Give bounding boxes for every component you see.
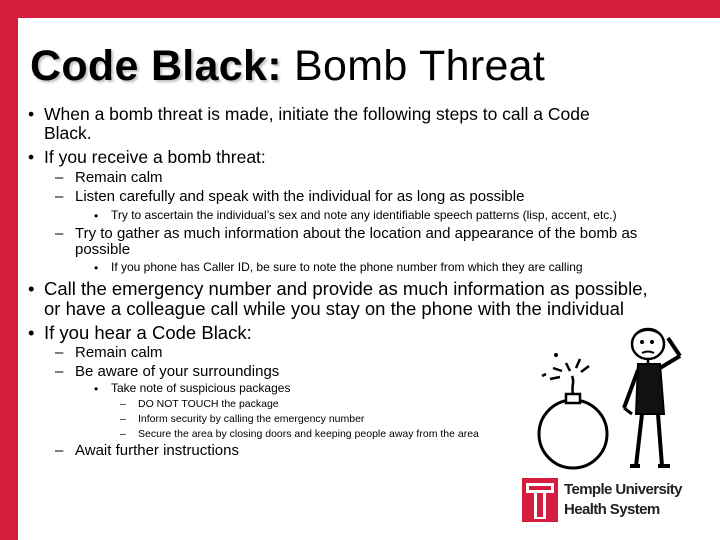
bomb-illustration <box>528 352 618 472</box>
title-bold: Code Black: <box>30 42 282 90</box>
bullet-mark: • <box>28 278 35 299</box>
bullet-4-sub-2-detail: Take note of suspicious packages <box>111 381 291 395</box>
dash-mark: – <box>120 398 126 410</box>
bullet-2-sub-3-cont: possible <box>75 241 131 258</box>
temple-logo <box>522 478 682 524</box>
bullet-2-sub-1: Remain calm <box>75 169 163 186</box>
bullet-3-cont: or have a colleague call while you stay on the phone with the individual <box>44 298 625 319</box>
slide-title <box>30 42 545 91</box>
bullet-4: If you hear a Code Black: <box>44 322 252 343</box>
bullet-4-sub-2: Be aware of your surroundings <box>75 363 280 380</box>
dash-mark: – <box>55 169 64 186</box>
dash-mark: – <box>55 225 64 242</box>
bullet-4-item-1: DO NOT TOUCH the package <box>138 398 279 410</box>
dash-mark: – <box>55 344 64 361</box>
bullet-4-item-2: Inform security by calling the emergency number <box>138 413 365 425</box>
bullet-2-sub-3: Try to gather as much information about the location and appearance of the bomb as <box>75 225 638 242</box>
dash-mark: – <box>55 363 64 380</box>
bullet-1: When a bomb threat is made, initiate the following steps to call a Code <box>44 104 590 124</box>
confused-figure-illustration <box>608 326 698 476</box>
bullet-4-sub-3: Await further instructions <box>75 442 239 459</box>
temple-t-mark-icon <box>522 478 558 522</box>
bullet-mark: • <box>28 104 35 124</box>
bullet-1-cont: Black. <box>44 123 92 143</box>
title-rest: Bomb Threat <box>281 42 546 90</box>
bullet-2-sub-3-detail: If you phone has Caller ID, be sure to note the phone number from which they are calling <box>111 260 583 274</box>
bullet-mark: • <box>94 382 99 396</box>
bullet-2-sub-2-detail: Try to ascertain the individual’s sex and note any identifiable speech patterns (lisp, accent, etc.) <box>111 208 617 222</box>
bullet-mark: • <box>28 147 35 167</box>
bullet-4-sub-1: Remain calm <box>75 344 163 361</box>
logo-line-1: Temple University <box>564 481 682 498</box>
bullet-mark: • <box>28 322 35 343</box>
bullet-mark: • <box>94 261 99 275</box>
logo-line-2: Health System <box>564 501 660 518</box>
dash-mark: – <box>120 428 126 440</box>
bullet-2: If you receive a bomb threat: <box>44 147 266 167</box>
dash-mark: – <box>55 188 64 205</box>
dash-mark: – <box>55 442 64 459</box>
bullet-2-sub-2: Listen carefully and speak with the individual for as long as possible <box>75 188 525 205</box>
bullet-3: Call the emergency number and provide as much information as possible, <box>44 278 648 299</box>
bullet-4-item-3: Secure the area by closing doors and keeping people away from the area <box>138 428 479 440</box>
bullet-mark: • <box>94 209 99 223</box>
dash-mark: – <box>120 413 126 425</box>
